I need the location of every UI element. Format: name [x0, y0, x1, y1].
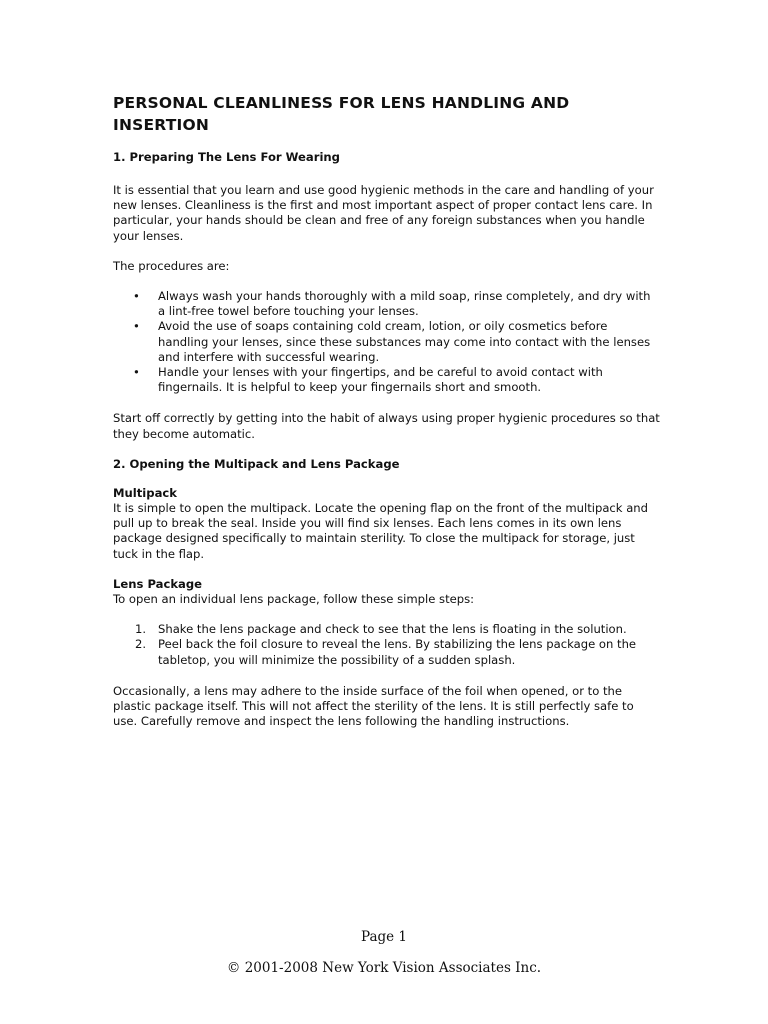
section-1-intro: It is essential that you learn and use good hygienic methods in the care and handling of your new lenses. Cleanliness is the first and most important aspect of proper contact lens care. In particular, your hands should be clean and free of any foreign substances when you handle your lenses.	[113, 183, 654, 243]
section-1-closing: Start off correctly by getting into the habit of always using proper hygienic procedures so that they become automatic.	[113, 411, 660, 441]
procedures-label: The procedures are:	[113, 258, 230, 273]
bullet-icon: •	[133, 319, 140, 334]
bullet-icon: •	[133, 365, 140, 380]
lens-package-heading: Lens Package	[113, 576, 203, 591]
bullet-icon: •	[133, 289, 140, 304]
list-item	[113, 637, 661, 667]
procedures-list	[113, 289, 661, 395]
multipack-heading: Multipack	[113, 485, 177, 500]
steps-list	[113, 622, 661, 668]
list-item-text: Always wash your hands thoroughly with a mild soap, rinse completely, and dry with a lint-free towel before touching your lenses.	[158, 289, 651, 319]
multipack-text: It is simple to open the multipack. Locate the opening flap on the front of the multipack and pull up to break the seal. Inside you will find six lenses. Each lens comes in its own lens package designed specifically to maintain sterility. To close the multipack for storage, just tuck in the flap.	[113, 501, 649, 561]
list-item-text: Handle your lenses with your fingertips, and be careful to avoid contact with fingernails. It is helpful to keep your fingernails short and smooth.	[158, 365, 603, 395]
section-1-heading: 1. Preparing The Lens For Wearing	[113, 150, 340, 164]
section-2-closing: Occasionally, a lens may adhere to the inside surface of the foil when opened, or to the plastic package itself. This will not affect the sterility of the lens. It is still perfectly safe to use. Carefully remove and inspect the lens following the handling instructions.	[113, 683, 634, 729]
document-title: PERSONAL CLEANLINESS FOR LENS HANDLING AND INSERTION	[113, 94, 570, 134]
step-number: 2.	[135, 637, 147, 652]
list-item-text: Peel back the foil closure to reveal the lens. By stabilizing the lens package on the tabletop, you will minimize the possibility of a sudden splash.	[158, 637, 637, 667]
step-number: 1.	[135, 622, 147, 637]
list-item-text: Shake the lens package and check to see that the lens is floating in the solution.	[158, 622, 627, 637]
lens-package-intro: To open an individual lens package, follow these simple steps:	[113, 592, 475, 607]
list-item	[113, 622, 661, 637]
section-2-heading: 2. Opening the Multipack and Lens Package	[113, 456, 400, 471]
list-item	[113, 289, 661, 319]
list-item	[113, 319, 661, 365]
page-number: Page 1	[360, 929, 408, 945]
list-item	[113, 365, 661, 395]
document-page	[113, 92, 661, 745]
list-item-text: Avoid the use of soaps containing cold cream, lotion, or oily cosmetics before handling your lenses, since these substances may come into contact with the lenses and interfere with successful wearing.	[158, 319, 651, 364]
copyright-notice: © 2001-2008 New York Vision Associates Inc.	[226, 960, 542, 976]
